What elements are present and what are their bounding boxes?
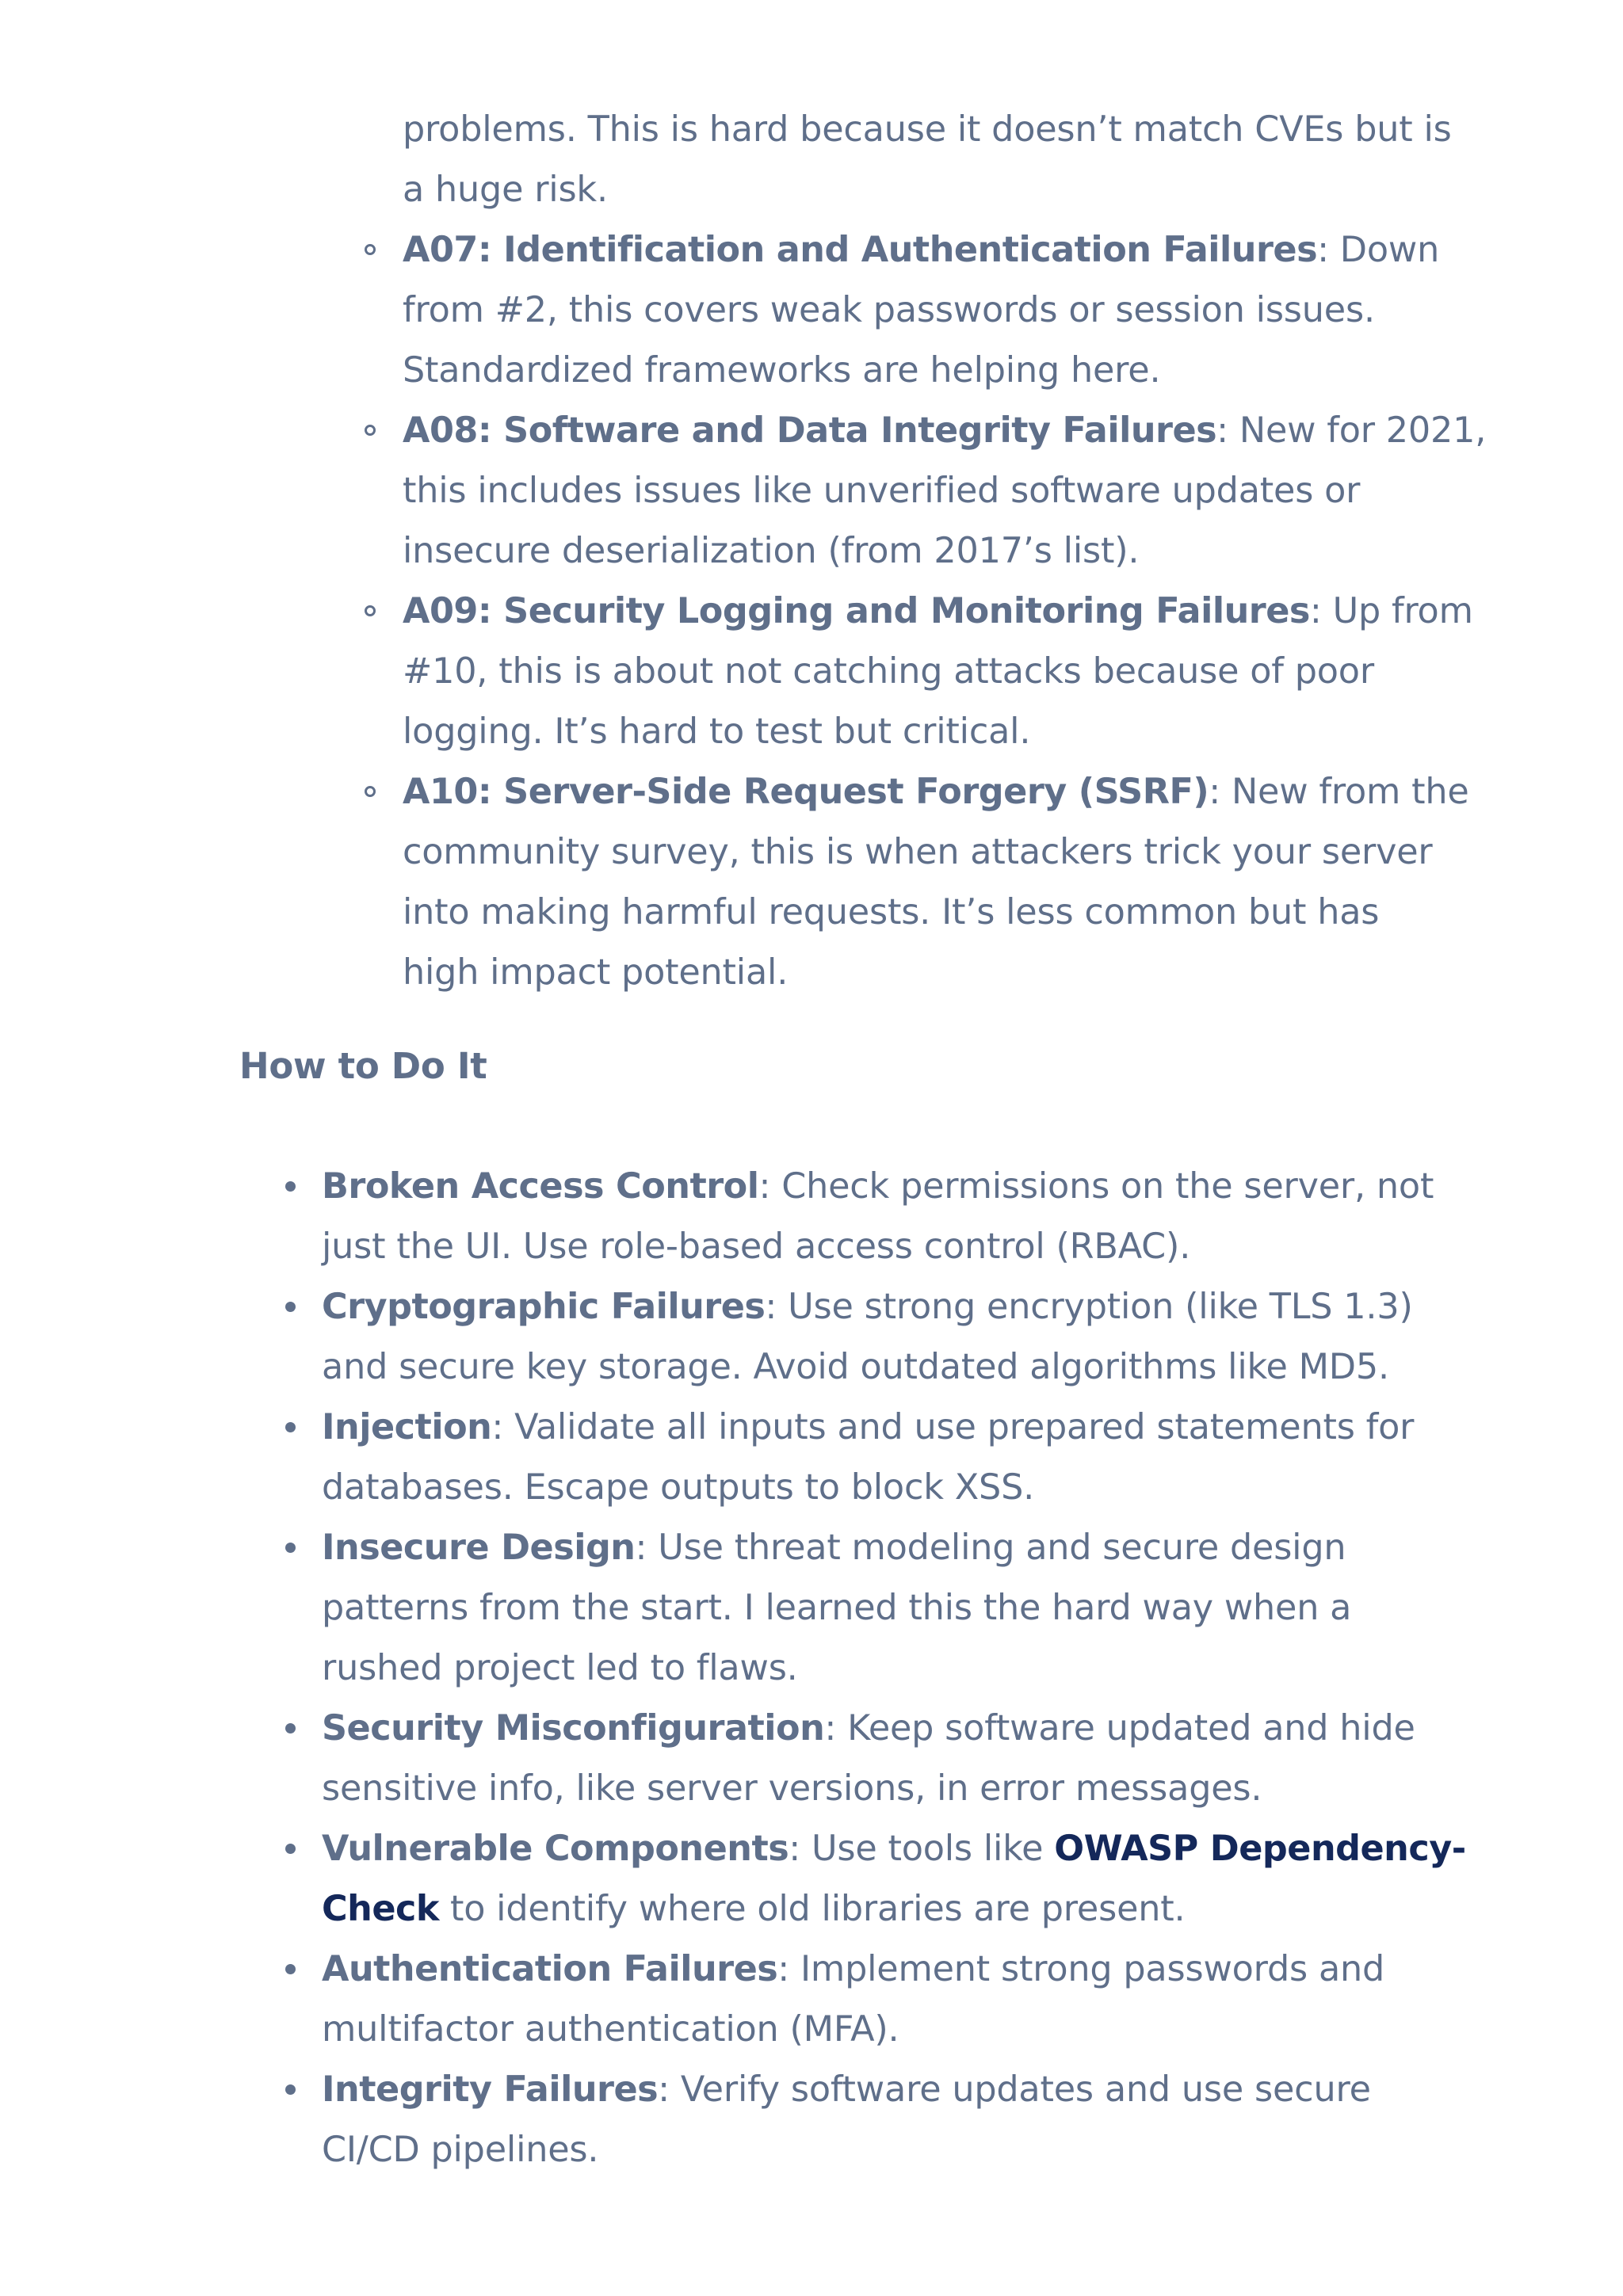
bullet-icon	[285, 2084, 296, 2095]
text-line: sensitive info, like server versions, in error messages.	[322, 1768, 1262, 1809]
bullet-icon	[285, 1723, 296, 1733]
item-term: Injection	[322, 1407, 492, 1447]
item-term: A08: Software and Data Integrity Failures	[403, 410, 1217, 451]
text-line: from #2, this covers weak passwords or session issues.	[403, 290, 1375, 330]
item-text: : New for 2021,	[1216, 410, 1487, 451]
how-to-list	[322, 1157, 1466, 2180]
hollow-bullet-icon	[365, 786, 376, 797]
owasp-dependency-check-link[interactable]: OWASP Dependency-	[1054, 1829, 1466, 1869]
text-line: rushed project led to flaws.	[322, 1648, 798, 1688]
item-term: A09: Security Logging and Monitoring Failures	[403, 591, 1310, 631]
item-term: Insecure Design	[322, 1527, 636, 1568]
text-line: insecure deserialization (from 2017’s list).	[403, 531, 1140, 571]
item-text: : Check permissions on the server, not	[758, 1166, 1434, 1207]
bullet-icon	[285, 1181, 296, 1192]
item-text: : Verify software updates and use secure	[658, 2069, 1371, 2110]
item-term: A07: Identification and Authentication Failures	[403, 230, 1318, 270]
item-text: : Use threat modeling and secure design	[635, 1527, 1346, 1568]
item-text: : Up from	[1309, 591, 1473, 631]
bullet-icon	[285, 1964, 296, 1974]
text-line: #10, this is about not catching attacks because of poor	[403, 651, 1374, 692]
bullet-icon	[285, 1844, 296, 1854]
item-term: Security Misconfiguration	[322, 1708, 825, 1749]
text-line: CI/CD pipelines.	[322, 2130, 599, 2170]
owasp-top-ten-sublist	[403, 100, 1487, 1003]
list-item-insecure-design	[322, 1518, 1431, 1699]
list-item-a09	[403, 582, 1473, 762]
item-text: : New from the	[1209, 772, 1469, 812]
text-line: this includes issues like unverified software updates or	[403, 471, 1361, 511]
item-text: : Down	[1317, 230, 1440, 270]
text-line: and secure key storage. Avoid outdated algorithms like MD5.	[322, 1347, 1389, 1387]
list-item-integrity-failures	[322, 2060, 1431, 2180]
text-line: logging. It’s hard to test but critical.	[403, 711, 1031, 752]
list-item-a06-continuation	[403, 100, 1452, 220]
list-item-a08	[403, 401, 1487, 582]
bullet-icon	[285, 1422, 296, 1432]
list-item-security-misconfiguration	[322, 1699, 1431, 1819]
item-text: : Use tools like	[789, 1829, 1055, 1869]
list-item-cryptographic-failures	[322, 1277, 1431, 1398]
hollow-bullet-icon	[365, 244, 376, 255]
item-term: Cryptographic Failures	[322, 1287, 766, 1327]
item-text: : Use strong encryption (like TLS 1.3)	[765, 1287, 1413, 1327]
item-term: Broken Access Control	[322, 1166, 759, 1207]
item-term: Integrity Failures	[322, 2069, 659, 2110]
list-item-vulnerable-components	[322, 1819, 1466, 1939]
item-term: Vulnerable Components	[322, 1829, 789, 1869]
text-line: a huge risk.	[403, 170, 608, 210]
hollow-bullet-icon	[365, 425, 376, 436]
text-line: high impact potential.	[403, 952, 789, 993]
text-line: databases. Escape outputs to block XSS.	[322, 1467, 1035, 1508]
text-line: just the UI. Use role-based access control (RBAC).	[322, 1226, 1191, 1267]
item-text: to identify where old libraries are present.	[439, 1889, 1186, 1929]
list-item-injection	[322, 1398, 1431, 1518]
item-term: A10: Server-Side Request Forgery (SSRF)	[403, 772, 1209, 812]
owasp-dependency-check-link-continued[interactable]: Check	[322, 1889, 439, 1929]
list-item-a07	[403, 220, 1440, 401]
text-line: problems. This is hard because it doesn’t match CVEs but is	[403, 109, 1452, 150]
bullet-icon	[285, 1302, 296, 1312]
text-line: multifactor authentication (MFA).	[322, 2009, 899, 2050]
list-item-broken-access-control	[322, 1157, 1434, 1277]
section-heading: How to Do It	[239, 1045, 487, 1087]
list-item-authentication-failures	[322, 1939, 1431, 2060]
item-term: Authentication Failures	[322, 1949, 778, 1989]
bullet-icon	[285, 1543, 296, 1553]
text-line: Standardized frameworks are helping here.	[403, 350, 1161, 391]
item-text: : Implement strong passwords and	[777, 1949, 1385, 1989]
item-text: : Keep software updated and hide	[824, 1708, 1415, 1749]
text-line: into making harmful requests. It’s less common but has	[403, 892, 1380, 933]
hollow-bullet-icon	[365, 605, 376, 616]
item-text: : Validate all inputs and use prepared statements for	[491, 1407, 1415, 1447]
text-line: community survey, this is when attackers trick your server	[403, 832, 1433, 872]
list-item-a10	[403, 762, 1469, 1003]
text-line: patterns from the start. I learned this the hard way when a	[322, 1588, 1352, 1628]
